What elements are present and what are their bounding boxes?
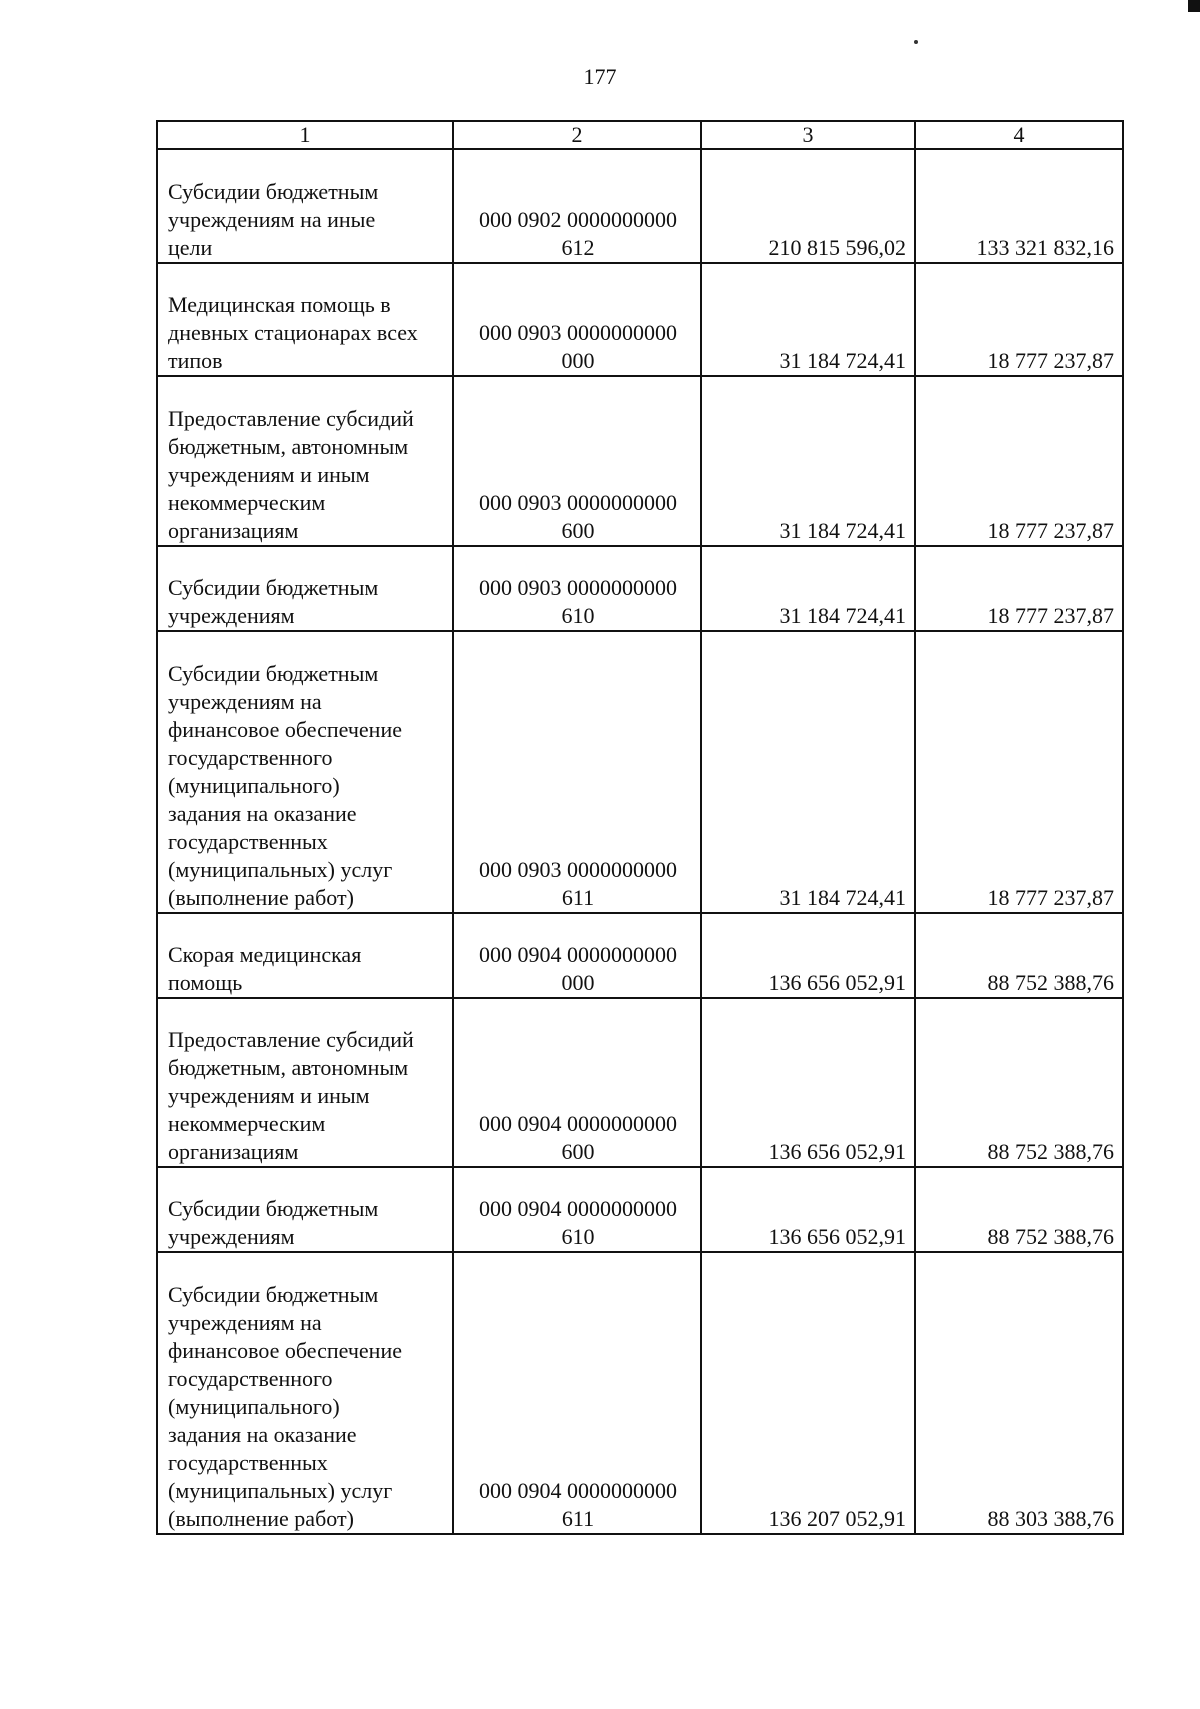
row-value-col3: 31 184 724,41 [701,546,915,631]
row-code: 000 0904 0000000000 [479,1478,677,1503]
row-code-suffix: 000 [561,348,595,373]
table-row [157,913,1123,998]
row-value-col4: 88 303 388,76 [915,1252,1123,1534]
row-value-col4: 88 752 388,76 [915,998,1123,1167]
column-header: 4 [915,121,1123,149]
row-code-suffix: 610 [561,603,595,628]
row-code: 000 0903 0000000000 [479,857,677,882]
row-code-suffix: 000 [561,970,595,995]
row-code-suffix: 612 [561,235,595,260]
row-name: Субсидии бюджетным учреждениям на иные цели [168,179,379,260]
row-code: 000 0903 0000000000 [479,490,677,515]
table-row [157,631,1123,913]
row-code-suffix: 600 [561,518,595,543]
row-value-col3: 136 207 052,91 [701,1252,915,1534]
row-code: 000 0903 0000000000 [479,575,677,600]
column-header: 2 [453,121,701,149]
row-name: Субсидии бюджетным учреждениям [168,1196,379,1249]
table-row [157,998,1123,1167]
row-value-col4: 18 777 237,87 [915,376,1123,546]
budget-table [156,120,1124,1535]
row-value-col4: 88 752 388,76 [915,913,1123,998]
table-row [157,1252,1123,1534]
row-code-suffix: 610 [561,1224,595,1249]
page-number: 177 [583,64,617,89]
table-row [157,263,1123,376]
scan-corner-mark [1188,0,1200,12]
row-name: Предоставление субсидий бюджетным, автономным учреждениям и иным некоммерческим организациям [168,406,414,543]
row-value-col3: 31 184 724,41 [701,631,915,913]
row-name: Скорая медицинская помощь [168,942,362,995]
row-value-col4: 88 752 388,76 [915,1167,1123,1252]
column-header: 1 [157,121,453,149]
row-value-col4: 18 777 237,87 [915,631,1123,913]
row-code: 000 0903 0000000000 [479,320,677,345]
row-value-col4: 133 321 832,16 [915,149,1123,263]
row-value-col3: 31 184 724,41 [701,376,915,546]
row-code-suffix: 611 [561,885,595,910]
row-value-col4: 18 777 237,87 [915,263,1123,376]
row-name: Субсидии бюджетным учреждениям на финансовое обеспечение государственного (муниципального) задания на оказание государственных (муниципальных) услуг (выполнение работ) [168,661,402,910]
row-value-col3: 136 656 052,91 [701,1167,915,1252]
table-row [157,149,1123,263]
row-code-suffix: 611 [561,1506,595,1531]
column-header: 3 [701,121,915,149]
row-code: 000 0904 0000000000 [479,1111,677,1136]
table-row [157,376,1123,546]
row-value-col3: 136 656 052,91 [701,998,915,1167]
scan-speck [914,40,918,44]
row-value-col3: 210 815 596,02 [701,149,915,263]
row-code: 000 0904 0000000000 [479,942,677,967]
row-name: Субсидии бюджетным учреждениям на финансовое обеспечение государственного (муниципального) задания на оказание государственных (муниципальных) услуг (выполнение работ) [168,1282,402,1531]
row-name: Предоставление субсидий бюджетным, автономным учреждениям и иным некоммерческим организациям [168,1027,414,1164]
table-row [157,1167,1123,1252]
row-value-col3: 31 184 724,41 [701,263,915,376]
table-row [157,546,1123,631]
row-name: Медицинская помощь в дневных стационарах всех типов [168,292,418,373]
row-name: Субсидии бюджетным учреждениям [168,575,379,628]
table-header-row [157,121,1123,149]
row-code-suffix: 600 [561,1139,595,1164]
row-code: 000 0902 0000000000 [479,207,677,232]
row-code: 000 0904 0000000000 [479,1196,677,1221]
row-value-col4: 18 777 237,87 [915,546,1123,631]
row-value-col3: 136 656 052,91 [701,913,915,998]
